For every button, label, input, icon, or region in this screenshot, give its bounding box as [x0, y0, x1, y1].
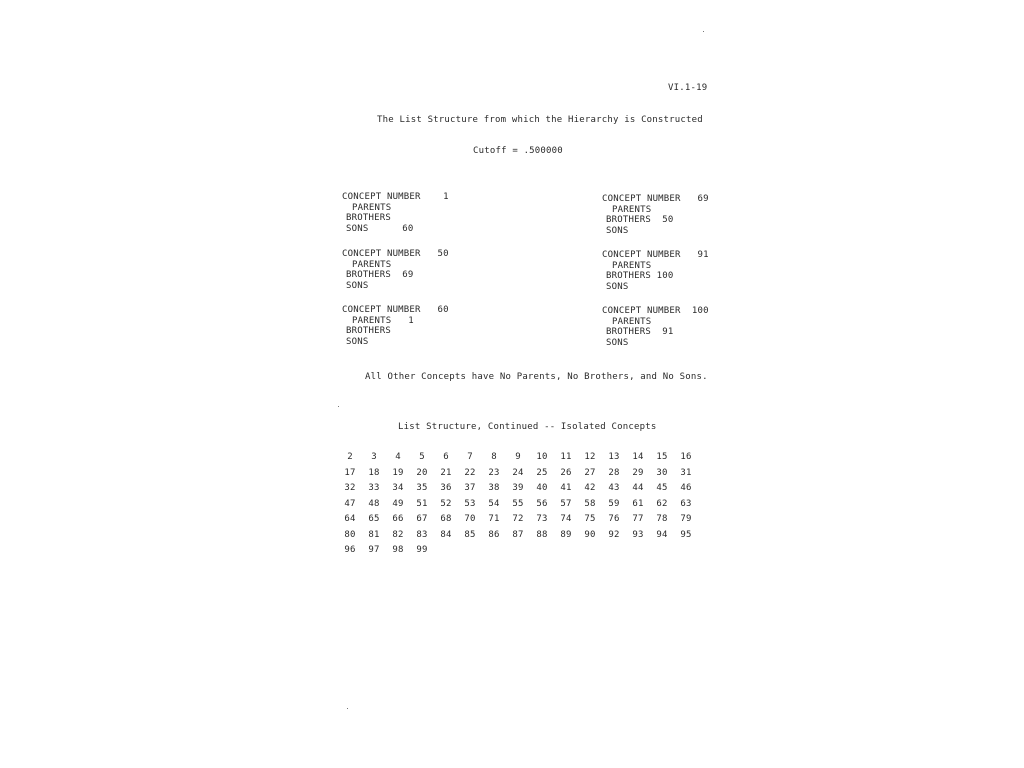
- isolated-concept-number: 87: [512, 529, 524, 540]
- isolated-concept-number: 18: [368, 467, 380, 478]
- isolated-concept-number: 85: [464, 529, 476, 540]
- parents-label: PARENTS: [352, 315, 392, 326]
- isolated-concept-number: 15: [656, 452, 668, 462]
- concept-block-50: [342, 249, 449, 291]
- isolated-concept-number: 44: [632, 483, 644, 493]
- isolated-concept-number: 30: [656, 467, 668, 478]
- isolated-concept-number: 95: [680, 529, 692, 540]
- isolated-concept-number: 81: [368, 529, 380, 540]
- isolated-concept-number: 63: [680, 498, 692, 509]
- isolated-concept-number: 17: [344, 467, 356, 478]
- isolated-concept-number: 34: [392, 483, 404, 493]
- sons-label: SONS: [346, 336, 369, 347]
- isolated-concept-number: 38: [488, 483, 500, 493]
- isolated-concept-number: 80: [344, 529, 356, 540]
- isolated-concept-number: 92: [608, 529, 620, 540]
- isolated-concept-number: 66: [392, 514, 404, 524]
- isolated-concept-number: 47: [344, 498, 356, 509]
- sons-label: SONS: [346, 223, 369, 234]
- isolated-concept-number: 32: [344, 483, 356, 493]
- isolated-concept-number: 43: [608, 483, 620, 493]
- isolated-concept-number: 10: [536, 452, 548, 462]
- isolated-concept-number: 19: [392, 467, 404, 478]
- isolated-concept-number: 75: [584, 514, 596, 524]
- isolated-concepts-grid: [338, 452, 698, 561]
- isolated-concept-number: 70: [464, 514, 476, 524]
- sons-value: 60: [402, 223, 414, 234]
- isolated-concept-number: 72: [512, 514, 524, 524]
- parents-label: PARENTS: [352, 259, 392, 270]
- isolated-concept-number: 46: [680, 483, 692, 493]
- scan-speck: [703, 31, 704, 32]
- concept-header-label: CONCEPT NUMBER: [342, 305, 421, 315]
- isolated-concept-number: 4: [395, 452, 401, 462]
- concept-header-label: CONCEPT NUMBER: [602, 306, 681, 316]
- concept-header-label: CONCEPT NUMBER: [602, 194, 681, 204]
- isolated-concept-number: 55: [512, 498, 524, 509]
- brothers-label: BROTHERS: [346, 270, 391, 280]
- isolated-concept-number: 77: [632, 514, 644, 524]
- isolated-concept-number: 14: [632, 452, 644, 462]
- isolated-concept-number: 94: [656, 529, 668, 540]
- isolated-concept-number: 45: [656, 483, 668, 493]
- isolated-concept-number: 29: [632, 467, 644, 478]
- parents-label: PARENTS: [612, 260, 652, 271]
- concept-block-69: [602, 194, 709, 236]
- isolated-concept-number: 53: [464, 498, 476, 509]
- sons-label: SONS: [606, 281, 629, 292]
- isolated-concept-number: 74: [560, 514, 572, 524]
- document-title: The List Structure from which the Hierarchy is Constructed: [377, 115, 703, 125]
- brothers-value: 91: [662, 327, 674, 337]
- scan-speck: [338, 406, 339, 407]
- isolated-concept-number: 61: [632, 498, 644, 509]
- sons-label: SONS: [346, 280, 369, 291]
- isolated-concept-number: 40: [536, 483, 548, 493]
- isolated-concept-number: 23: [488, 467, 500, 478]
- brothers-value: 69: [402, 270, 414, 280]
- concept-header-label: CONCEPT NUMBER: [342, 249, 421, 259]
- concept-header-label: CONCEPT NUMBER: [602, 250, 681, 260]
- parents-value: 1: [408, 315, 414, 326]
- isolated-concept-number: 79: [680, 514, 692, 524]
- isolated-concept-number: 35: [416, 483, 428, 493]
- brothers-label: BROTHERS: [606, 271, 651, 281]
- parents-label: PARENTS: [612, 316, 652, 327]
- isolated-concept-number: 48: [368, 498, 380, 509]
- concept-header-label: CONCEPT NUMBER: [342, 192, 421, 202]
- concept-number: 69: [697, 194, 709, 204]
- isolated-concept-number: 99: [416, 545, 428, 555]
- sons-label: SONS: [606, 225, 629, 236]
- concept-number: 100: [691, 306, 709, 316]
- isolated-concept-number: 82: [392, 529, 404, 540]
- isolated-concept-number: 36: [440, 483, 452, 493]
- brothers-label: BROTHERS: [346, 326, 391, 336]
- isolated-concept-number: 27: [584, 467, 596, 478]
- isolated-concept-number: 58: [584, 498, 596, 509]
- brothers-value: 50: [662, 215, 674, 225]
- brothers-label: BROTHERS: [606, 327, 651, 337]
- isolated-concept-number: 6: [443, 452, 449, 462]
- isolated-concept-number: 59: [608, 498, 620, 509]
- isolated-concept-number: 98: [392, 545, 404, 555]
- concept-block-91: [602, 250, 709, 292]
- parents-label: PARENTS: [612, 204, 652, 215]
- brothers-value: 100: [656, 271, 674, 281]
- isolated-concept-number: 22: [464, 467, 476, 478]
- isolated-concept-number: 37: [464, 483, 476, 493]
- concept-number: 60: [437, 305, 449, 315]
- isolated-concept-number: 54: [488, 498, 500, 509]
- isolated-concept-number: 7: [467, 452, 473, 462]
- concept-block-100: [602, 306, 709, 348]
- isolated-concept-number: 56: [536, 498, 548, 509]
- isolated-concept-number: 65: [368, 514, 380, 524]
- isolated-concept-number: 67: [416, 514, 428, 524]
- isolated-concept-number: 78: [656, 514, 668, 524]
- concept-number: 50: [437, 249, 449, 259]
- isolated-concept-number: 39: [512, 483, 524, 493]
- isolated-concept-number: 5: [419, 452, 425, 462]
- isolated-concept-number: 71: [488, 514, 500, 524]
- isolated-concept-number: 51: [416, 498, 428, 509]
- other-concepts-note: All Other Concepts have No Parents, No Brothers, and No Sons.: [365, 372, 708, 382]
- brothers-label: BROTHERS: [346, 213, 391, 223]
- isolated-concept-number: 26: [560, 467, 572, 478]
- concept-block-1: [342, 192, 449, 234]
- isolated-concept-number: 57: [560, 498, 572, 509]
- isolated-concept-number: 68: [440, 514, 452, 524]
- isolated-concept-number: 21: [440, 467, 452, 478]
- scan-speck: [347, 708, 348, 709]
- isolated-concept-number: 86: [488, 529, 500, 540]
- isolated-concept-number: 3: [371, 452, 377, 462]
- isolated-concept-number: 73: [536, 514, 548, 524]
- sons-label: SONS: [606, 337, 629, 348]
- isolated-concept-number: 13: [608, 452, 620, 462]
- isolated-concept-number: 42: [584, 483, 596, 493]
- isolated-concept-number: 89: [560, 529, 572, 540]
- isolated-concept-number: 83: [416, 529, 428, 540]
- concept-number: 1: [443, 192, 449, 202]
- isolated-concept-number: 9: [515, 452, 521, 462]
- brothers-label: BROTHERS: [606, 215, 651, 225]
- parents-label: PARENTS: [352, 202, 392, 213]
- isolated-concept-number: 84: [440, 529, 452, 540]
- isolated-concept-number: 97: [368, 545, 380, 555]
- cutoff-value: Cutoff = .500000: [473, 146, 563, 156]
- isolated-concept-number: 16: [680, 452, 692, 462]
- isolated-concept-number: 8: [491, 452, 497, 462]
- isolated-concept-number: 11: [560, 452, 572, 462]
- isolated-concept-number: 96: [344, 545, 356, 555]
- isolated-concept-number: 41: [560, 483, 572, 493]
- isolated-concept-number: 62: [656, 498, 668, 509]
- isolated-concept-number: 24: [512, 467, 524, 478]
- isolated-concept-number: 12: [584, 452, 596, 462]
- isolated-concept-number: 28: [608, 467, 620, 478]
- isolated-concept-number: 76: [608, 514, 620, 524]
- page-number: VI.1-19: [668, 83, 708, 93]
- isolated-concept-number: 33: [368, 483, 380, 493]
- isolated-concepts-title: List Structure, Continued -- Isolated Concepts: [398, 422, 657, 432]
- isolated-concept-number: 93: [632, 529, 644, 540]
- isolated-concept-number: 25: [536, 467, 548, 478]
- isolated-concept-number: 88: [536, 529, 548, 540]
- isolated-concept-number: 64: [344, 514, 356, 524]
- isolated-concept-number: 20: [416, 467, 428, 478]
- isolated-concept-number: 31: [680, 467, 692, 478]
- isolated-concept-number: 49: [392, 498, 404, 509]
- isolated-concept-number: 90: [584, 529, 596, 540]
- isolated-concept-number: 52: [440, 498, 452, 509]
- concept-block-60: [342, 305, 449, 347]
- isolated-concept-number: 2: [347, 452, 353, 462]
- concept-number: 91: [697, 250, 709, 260]
